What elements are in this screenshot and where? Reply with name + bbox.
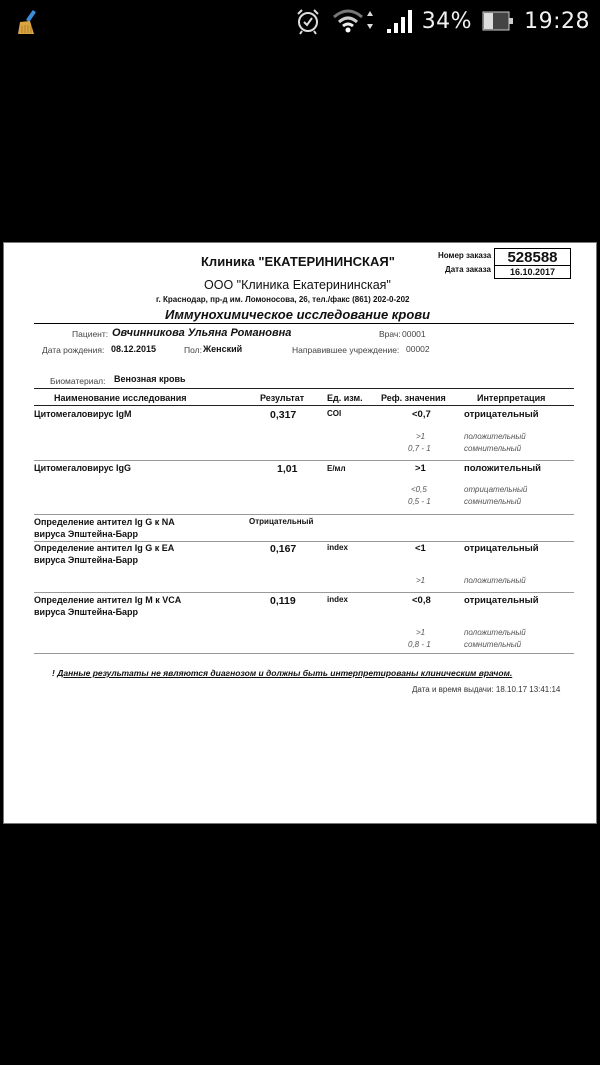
signal-icon xyxy=(386,7,412,35)
row-extra-interpretation: сомнительный xyxy=(464,640,522,649)
row-extra-reference: 0,5 - 1 xyxy=(408,497,431,506)
row-interpretation: отрицательный xyxy=(464,409,539,420)
patient-name: Овчинникова Ульяна Романовна xyxy=(112,327,292,339)
row-extra-reference: >1 xyxy=(416,576,426,585)
row-unit: index xyxy=(327,595,348,604)
doctor-label: Врач: xyxy=(379,329,401,339)
row-unit: Е/мл xyxy=(327,464,346,473)
doctor-value: 00001 xyxy=(402,329,426,339)
document-title: Иммунохимическое исследование крови xyxy=(165,307,431,322)
row-result: 1,01 xyxy=(277,463,298,475)
dob-label: Дата рождения: xyxy=(42,345,105,355)
lab-report-page xyxy=(3,242,597,824)
row-test-name: Цитомегаловирус IgG xyxy=(34,463,132,473)
row-reference: <0,8 xyxy=(412,595,431,606)
alarm-icon xyxy=(294,7,322,35)
order-number: 528588 xyxy=(495,249,570,266)
row-divider xyxy=(34,592,574,593)
row-unit: COI xyxy=(327,409,342,418)
row-reference: <0,7 xyxy=(412,409,431,420)
title-divider xyxy=(34,323,574,324)
header-unit: Ед. изм. xyxy=(327,393,363,403)
clinic-title: Клиника "ЕКАТЕРИНИНСКАЯ" xyxy=(201,254,395,269)
row-result: 0,119 xyxy=(270,595,296,607)
row-extra-reference: >1 xyxy=(416,628,426,637)
row-divider xyxy=(34,653,574,654)
org-name: ООО "Клиника Екатерининская" xyxy=(204,278,391,292)
row-test-name: Цитомегаловирус IgM xyxy=(34,409,132,419)
row-test-name-line2: вируса Эпштейна-Барр xyxy=(34,529,139,539)
row-unit: index xyxy=(327,543,348,552)
row-extra-reference: 0,8 - 1 xyxy=(408,640,431,649)
row-reference: >1 xyxy=(415,463,426,474)
battery-percent: 34% xyxy=(421,8,473,34)
row-interpretation: положительный xyxy=(464,463,541,474)
sex-value: Женский xyxy=(203,344,243,354)
issued-label: Дата и время выдачи: xyxy=(412,685,494,694)
row-extra-reference: <0,5 xyxy=(411,485,427,494)
biomaterial-value: Венозная кровь xyxy=(114,374,186,384)
row-test-name-line2: вируса Эпштейна-Барр xyxy=(34,607,139,617)
row-interpretation: отрицательный xyxy=(464,595,539,606)
table-top-rule xyxy=(34,388,574,389)
row-result: Отрицательный xyxy=(249,517,314,526)
order-number-label: Номер заказа xyxy=(438,251,492,260)
battery-icon xyxy=(482,7,514,35)
clinic-address: г. Краснодар, пр-д им. Ломоносова, 26, тел./факс (861) 202-0-202 xyxy=(156,295,410,304)
row-extra-interpretation: положительный xyxy=(464,628,526,637)
row-divider xyxy=(34,460,574,461)
order-date: 16.10.2017 xyxy=(509,267,556,277)
header-result: Результат xyxy=(260,393,305,403)
dob-value: 08.12.2015 xyxy=(111,344,157,354)
row-interpretation: отрицательный xyxy=(464,543,539,554)
row-divider xyxy=(34,514,574,515)
row-extra-interpretation: сомнительный xyxy=(464,497,522,506)
table-header-rule xyxy=(34,405,574,406)
row-test-name: Определение антител Ig M к VCA xyxy=(34,595,182,605)
referring-value: 00002 xyxy=(406,344,430,354)
order-date-label: Дата заказа xyxy=(445,265,491,274)
row-extra-reference: >1 xyxy=(416,432,426,441)
row-extra-interpretation: положительный xyxy=(464,576,526,585)
row-result: 0,317 xyxy=(270,409,297,421)
row-reference: <1 xyxy=(415,543,426,554)
disclaimer xyxy=(52,668,512,678)
order-box xyxy=(494,248,571,279)
header-interpretation: Интерпретация xyxy=(477,393,546,403)
broom-icon[interactable] xyxy=(14,8,42,36)
clock: 19:28 xyxy=(524,8,590,34)
row-test-name: Определение антител Ig G к NA xyxy=(34,517,175,527)
row-test-name-line2: вируса Эпштейна-Барр xyxy=(34,555,139,565)
header-reference: Реф. значения xyxy=(381,393,446,403)
row-extra-interpretation: положительный xyxy=(464,432,526,441)
row-extra-reference: 0,7 - 1 xyxy=(408,444,431,453)
referring-label: Направившее учреждение: xyxy=(292,345,400,355)
issue-datetime xyxy=(412,685,560,694)
row-extra-interpretation: отрицательный xyxy=(464,485,528,494)
sex-label: Пол: xyxy=(184,345,202,355)
warning-mark: ! xyxy=(52,668,55,678)
patient-label: Пациент: xyxy=(72,329,109,339)
row-result: 0,167 xyxy=(270,543,297,555)
disclaimer-text: Данные результаты не являются диагнозом и должны быть интерпретированы клиническим врачом. xyxy=(57,668,513,678)
header-test-name: Наименование исследования xyxy=(54,393,187,403)
status-bar xyxy=(0,0,600,42)
row-test-name: Определение антител Ig G к EA xyxy=(34,543,175,553)
issued-value: 18.10.17 13:41:14 xyxy=(495,685,561,694)
row-extra-interpretation: сомнительный xyxy=(464,444,522,453)
wifi-icon xyxy=(332,7,376,35)
biomaterial-label: Биоматериал: xyxy=(50,376,106,386)
